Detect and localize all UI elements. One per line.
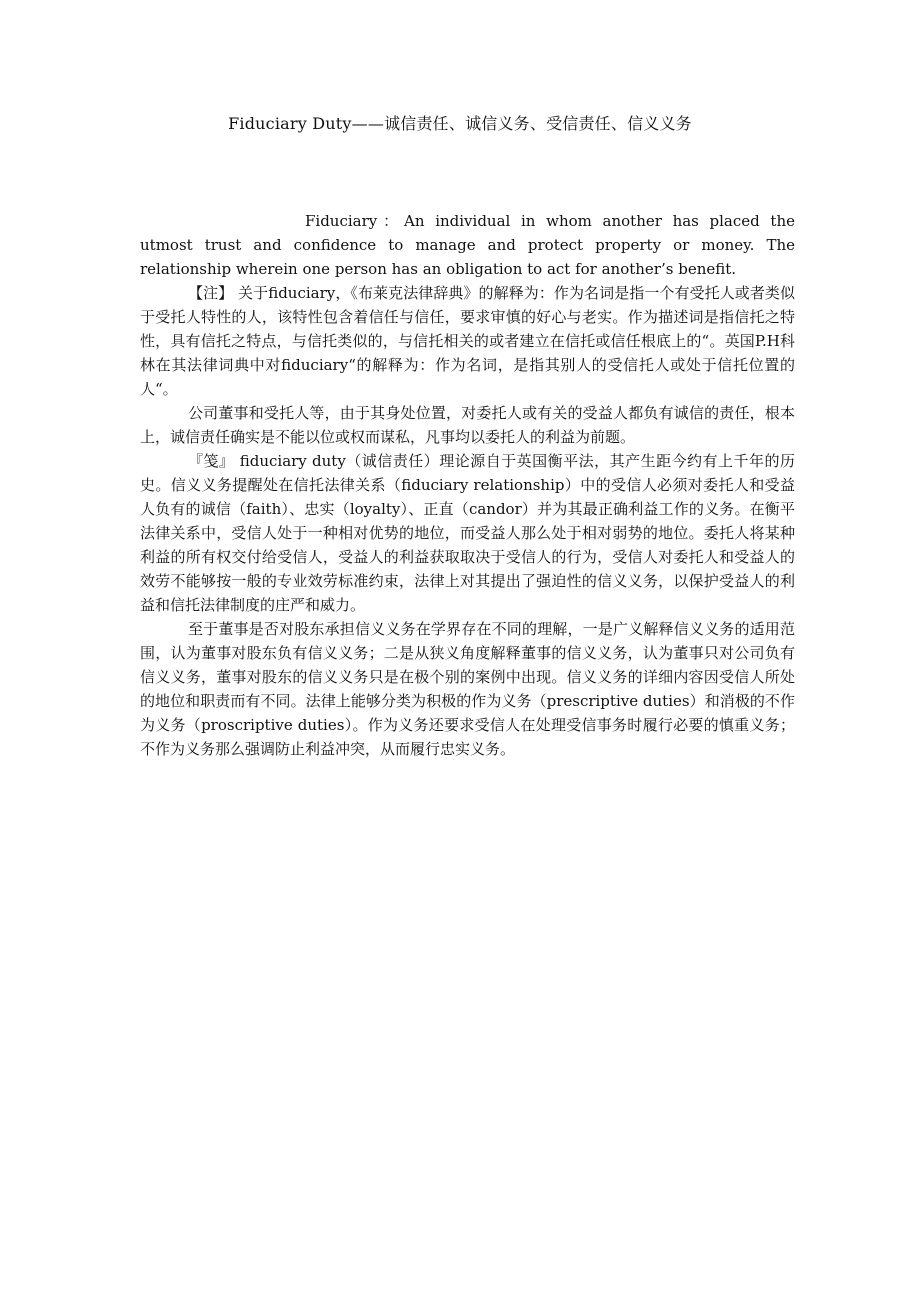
commentary-paragraph: 『笺』 fiduciary duty（诚信责任）理论源自于英国衡平法，其产生距今约有上千年的历史。信义义务提醒处在信托法律关系（fiduciary relationship）中的受信人必须对委托人和受益人负有的诚信（faith）、忠实（loyalty）、正直（candor）并为其最正确利益工作的义务。在衡平法律关系中，受信人处于一种相对优势的地位，而受益人那么处于相对弱势的地位。委托人将某种利益的所有权交付给受信人，受益人的利益获取取决于受信人的行为，受信人对委托人和受益人的效劳不能够按一般的专业效劳标准约束，法律上对其提出了强迫性的信义义务，以保护受益人的利益和信托法律制度的庄严和威力。	[140, 452, 795, 614]
definition-paragraph: Fiduciary：An individual in whom another has placed the utmost trust and confidence to manage and protect property or money. The relationship wherein one person has an obligation to act for another’s benefit.	[140, 212, 795, 278]
note-paragraph: 【注】 关于fiduciary，《布莱克法律辞典》的解释为：作为名词是指一个有受托人或者类似于受托人特性的人，该特性包含着信任与信任，要求审慎的好心与老实。作为描述词是指信托之特性，具有信托之特点，与信托类似的，与信托相关的或者建立在信托或信任根底上的“。英国P.H科林在其法律词典中对fiduciary“的解释为：作为名词，是指其别人的受信托人或处于信托位置的人“。	[140, 284, 795, 398]
shareholder-duty-paragraph: 至于董事是否对股东承担信义义务在学界存在不同的理解，一是广义解释信义义务的适用范围，认为董事对股东负有信义义务；二是从狭义角度解释董事的信义义务，认为董事只对公司负有信义义务，董事对股东的信义义务只是在极个别的案例中出现。信义义务的详细内容因受信人所处的地位和职责而有不同。法律上能够分类为积极的作为义务（prescriptive duties）和消极的不作为义务（proscriptive duties）。作为义务还要求受信人在处理受信事务时履行必要的慎重义务；不作为义务那么强调防止利益冲突，从而履行忠实义务。	[140, 620, 795, 758]
document-title: Fiduciary Duty——诚信责任、诚信义务、受信责任、信义义务	[228, 114, 692, 133]
document-body	[140, 209, 795, 761]
director-duty-paragraph: 公司董事和受托人等，由于其身处位置，对委托人或有关的受益人都负有诚信的责任，根本上，诚信责任确实是不能以位或权而谋私，凡事均以委托人的利益为前题。	[140, 404, 795, 446]
